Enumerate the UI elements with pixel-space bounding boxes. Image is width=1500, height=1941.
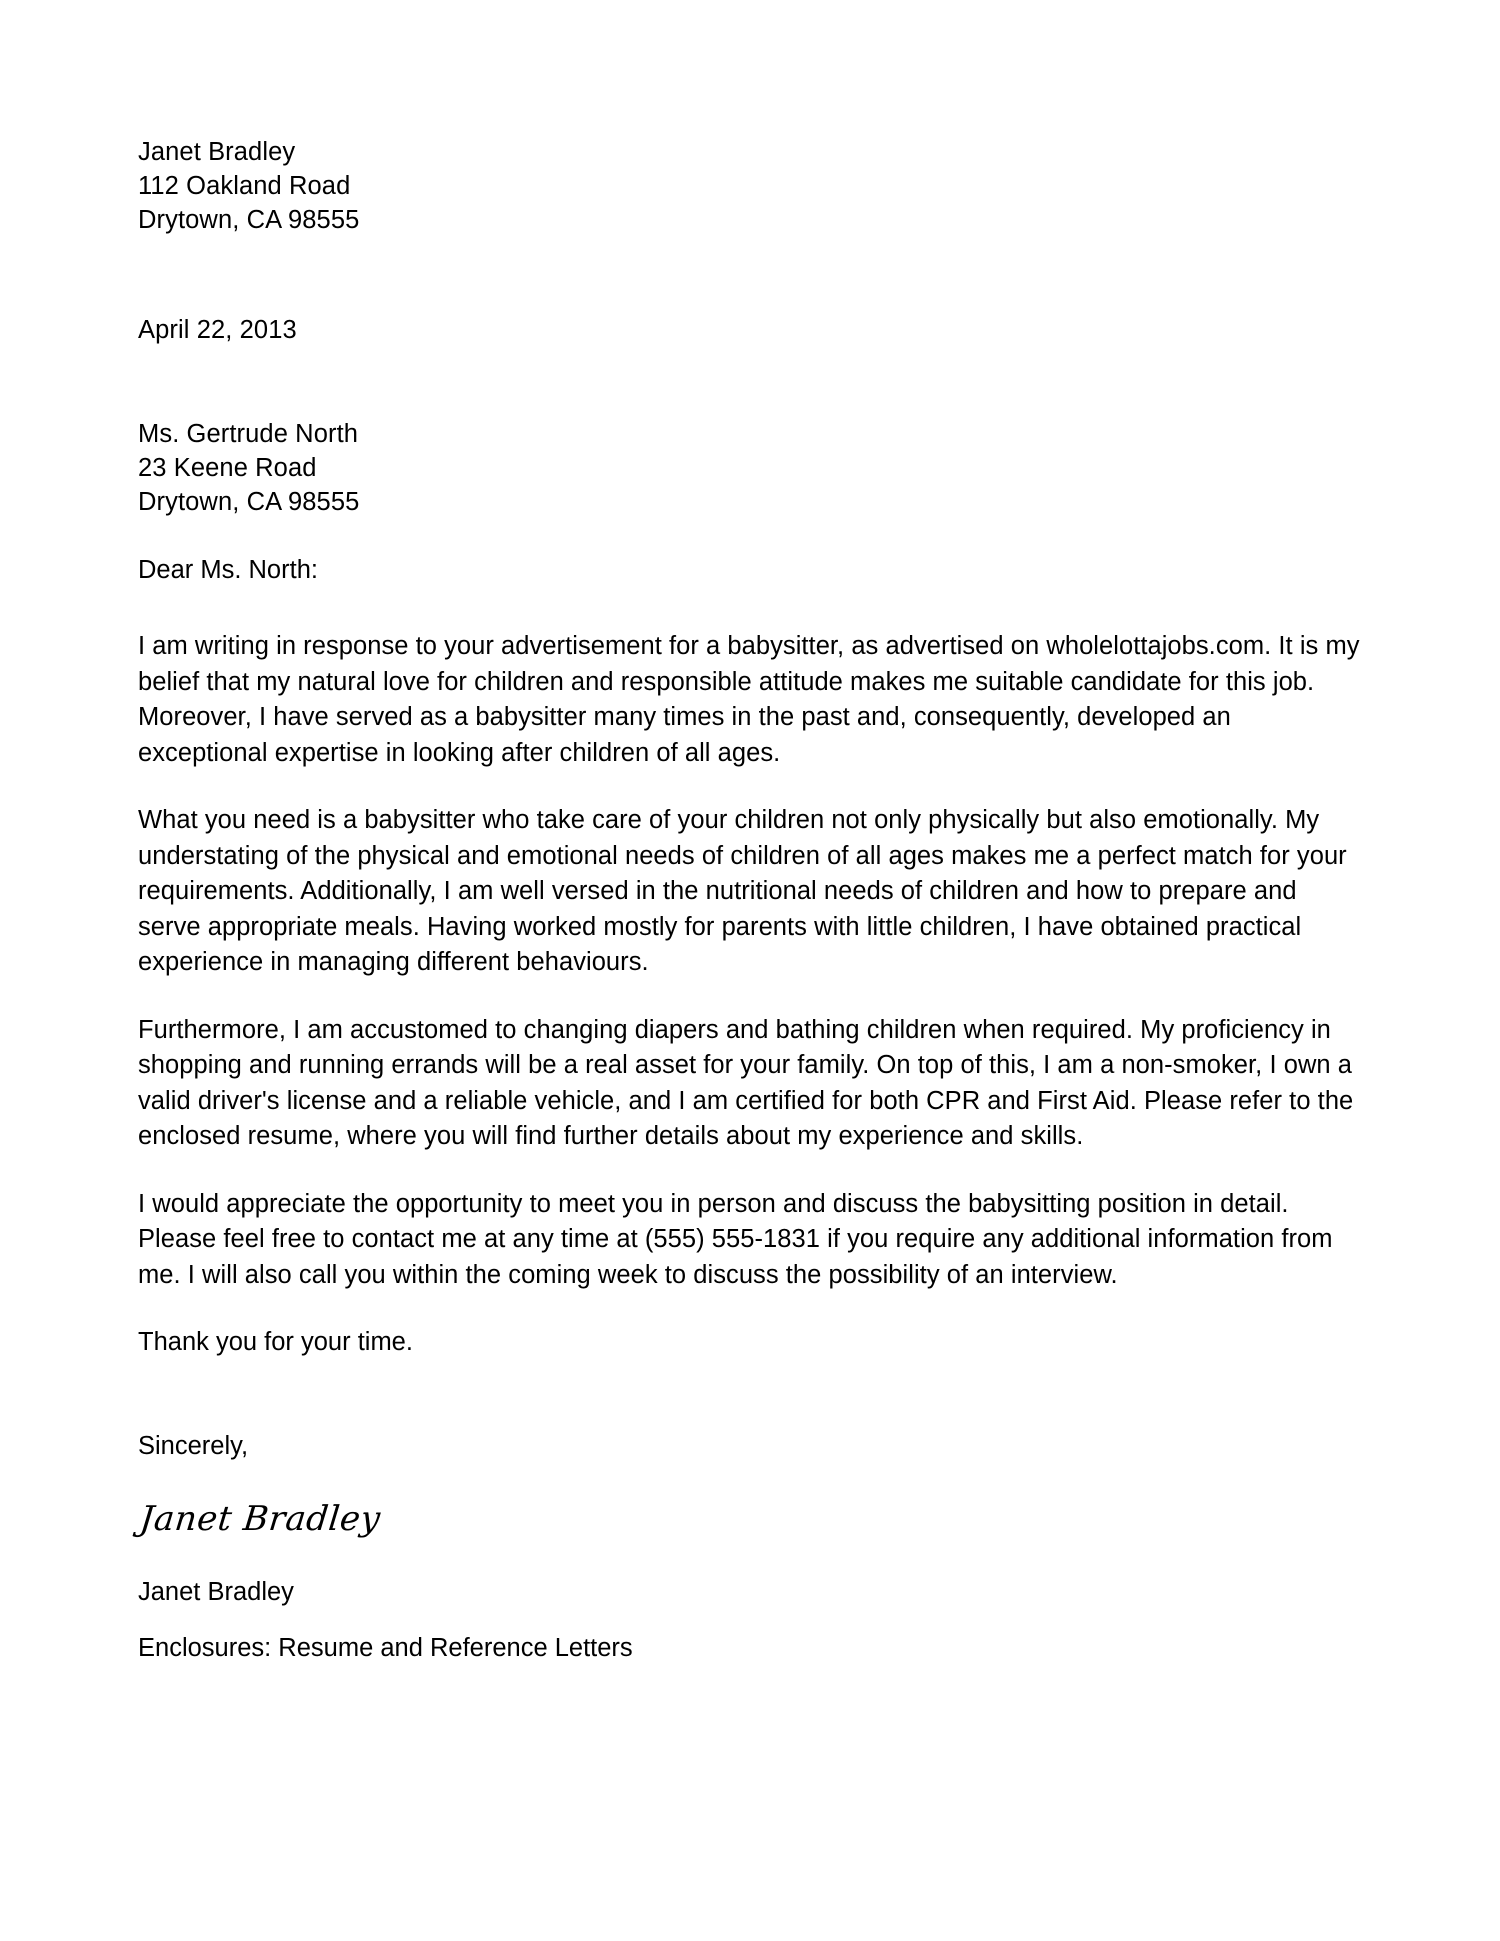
recipient-city-state-zip: Drytown, CA 98555 xyxy=(138,488,360,516)
spacer-before-signature xyxy=(138,1463,1363,1497)
spacer-before-enclosures xyxy=(138,1609,1363,1631)
thanks-line: Thank you for your time. xyxy=(138,1328,413,1356)
recipient-name: Ms. Gertrude North xyxy=(138,420,359,448)
letter-body xyxy=(138,135,1363,1665)
sender-address-block xyxy=(138,135,1363,237)
body-paragraph-4: I would appreciate the opportunity to meet you in person and discuss the babysitting position in detail. Please feel free to contact me at any time at (555) 555-1831 if you require any additional information from me. I will also call you within the coming week to discuss the possibility of an interview. xyxy=(138,1189,1333,1289)
recipient-address-block xyxy=(138,417,1363,519)
body-paragraph-2: What you need is a babysitter who take care of your children not only physically but also emotionally. My understating of the physical and emotional needs of children of all ages makes me a perfect match for your requirements. Additionally, I am well versed in the nutritional needs of children and how to prepare and serve appropriate meals. Having worked mostly for parents with little children, I have obtained practical experience in managing different behaviours. xyxy=(138,806,1347,976)
spacer-after-signature xyxy=(138,1541,1363,1575)
spacer-before-closing xyxy=(138,1359,1363,1429)
sender-name: Janet Bradley xyxy=(138,138,296,166)
sender-street: 112 Oakland Road xyxy=(138,172,351,200)
spacer-after-date xyxy=(138,347,1363,417)
body-paragraph-3: Furthermore, I am accustomed to changing diapers and bathing children when required. My proficiency in shopping and running errands will be a real asset for your family. On top of this, I am a non-smoker, I own a valid driver's license and a reliable vehicle, and I am certified for both CPR and First Aid. Please refer to the enclosed resume, where you will find further details about my experience and skills. xyxy=(138,1015,1354,1150)
salutation: Dear Ms. North: xyxy=(138,556,318,584)
sender-city-state-zip: Drytown, CA 98555 xyxy=(138,206,360,234)
spacer-after-recipient xyxy=(138,519,1363,553)
enclosures-line: Enclosures: Resume and Reference Letters xyxy=(138,1634,633,1662)
spacer-after-sender xyxy=(138,237,1363,313)
body-paragraph-1: I am writing in response to your advertisement for a babysitter, as advertised on wholelottajobs.com. It is my belief that my natural love for children and responsible attitude makes me suitable candidate for this job. Moreover, I have served as a babysitter many times in the past and, consequently, developed an exceptional expertise in looking after children of all ages. xyxy=(138,632,1360,767)
recipient-street: 23 Keene Road xyxy=(138,454,317,482)
signed-name: Janet Bradley xyxy=(138,1578,294,1606)
closing-line: Sincerely, xyxy=(138,1432,249,1460)
handwritten-signature: Janet Bradley xyxy=(137,1499,383,1539)
letter-date: April 22, 2013 xyxy=(138,316,297,344)
